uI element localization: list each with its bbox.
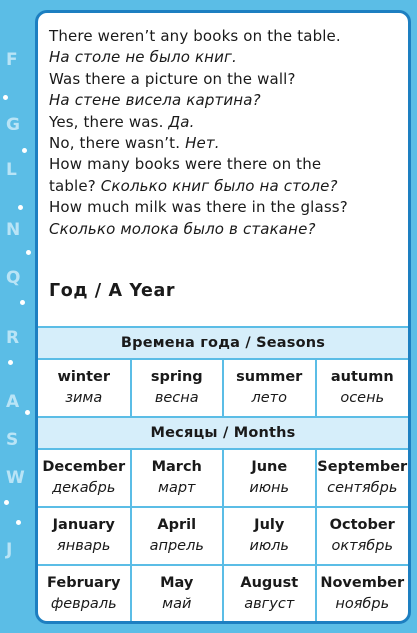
seasons-row (38, 359, 408, 417)
months-row (38, 507, 408, 565)
months-row (38, 565, 408, 623)
month-cell: August август (223, 565, 316, 623)
sentence-line: На столе не было книг. (49, 48, 237, 67)
decor-dot (18, 205, 23, 210)
decor-dot (25, 410, 30, 415)
sentence-line: Yes, there was. Да. (49, 112, 195, 131)
month-cell: July июль (223, 507, 316, 565)
decor-dot (8, 360, 13, 365)
decor-dot (4, 500, 9, 505)
lesson-card (35, 10, 411, 624)
strip-letter: A (6, 392, 20, 412)
months-header-row (38, 417, 408, 449)
decor-dot (20, 300, 25, 305)
sentence-line: How much milk was there in the glass? (49, 198, 348, 217)
section-heading: Год / A Year (49, 281, 176, 301)
strip-letter: N (6, 220, 21, 240)
season-cell: spring весна (131, 359, 224, 417)
month-cell: September сентябрь (316, 449, 409, 507)
sentence-line: No, there wasn’t. Нет. (49, 134, 220, 153)
month-cell: March март (131, 449, 224, 507)
strip-letter: Q (6, 268, 21, 288)
seasons-header: Времена года / Seasons (38, 327, 408, 359)
seasons-header-row (38, 327, 408, 359)
season-cell: summer лето (223, 359, 316, 417)
strip-letter: G (6, 115, 20, 135)
month-cell: February февраль (38, 565, 131, 623)
season-cell: winter зима (38, 359, 131, 417)
months-row (38, 449, 408, 507)
strip-letter: F (6, 50, 18, 70)
season-cell: autumn осень (316, 359, 409, 417)
strip-letter: L (6, 160, 17, 180)
decor-dot (3, 95, 8, 100)
month-cell: January январь (38, 507, 131, 565)
month-cell: December декабрь (38, 449, 131, 507)
sentence-line: Was there a picture on the wall? (49, 69, 296, 88)
sentence-line: There weren’t any books on the table. (49, 27, 341, 45)
vocabulary-table (38, 326, 408, 624)
month-cell: April апрель (131, 507, 224, 565)
example-sentences (38, 13, 408, 240)
sentence-line: How many books were there on the (49, 155, 322, 174)
strip-letter: W (6, 468, 25, 488)
decor-dot (22, 148, 27, 153)
sentence-line: Сколько молока было в стакане? (49, 219, 316, 238)
strip-letter: R (6, 328, 20, 348)
month-cell: October октябрь (316, 507, 409, 565)
months-header: Месяцы / Months (38, 417, 408, 449)
month-cell: November ноябрь (316, 565, 409, 623)
decor-dot (26, 250, 31, 255)
decor-dot (16, 520, 21, 525)
strip-letter: J (6, 540, 13, 560)
month-cell: June июнь (223, 449, 316, 507)
month-cell: May май (131, 565, 224, 623)
sentence-line: На стене висела картина? (49, 91, 261, 110)
sentence-line: table? Сколько книг было на столе? (49, 176, 338, 195)
strip-letter: S (6, 430, 19, 450)
